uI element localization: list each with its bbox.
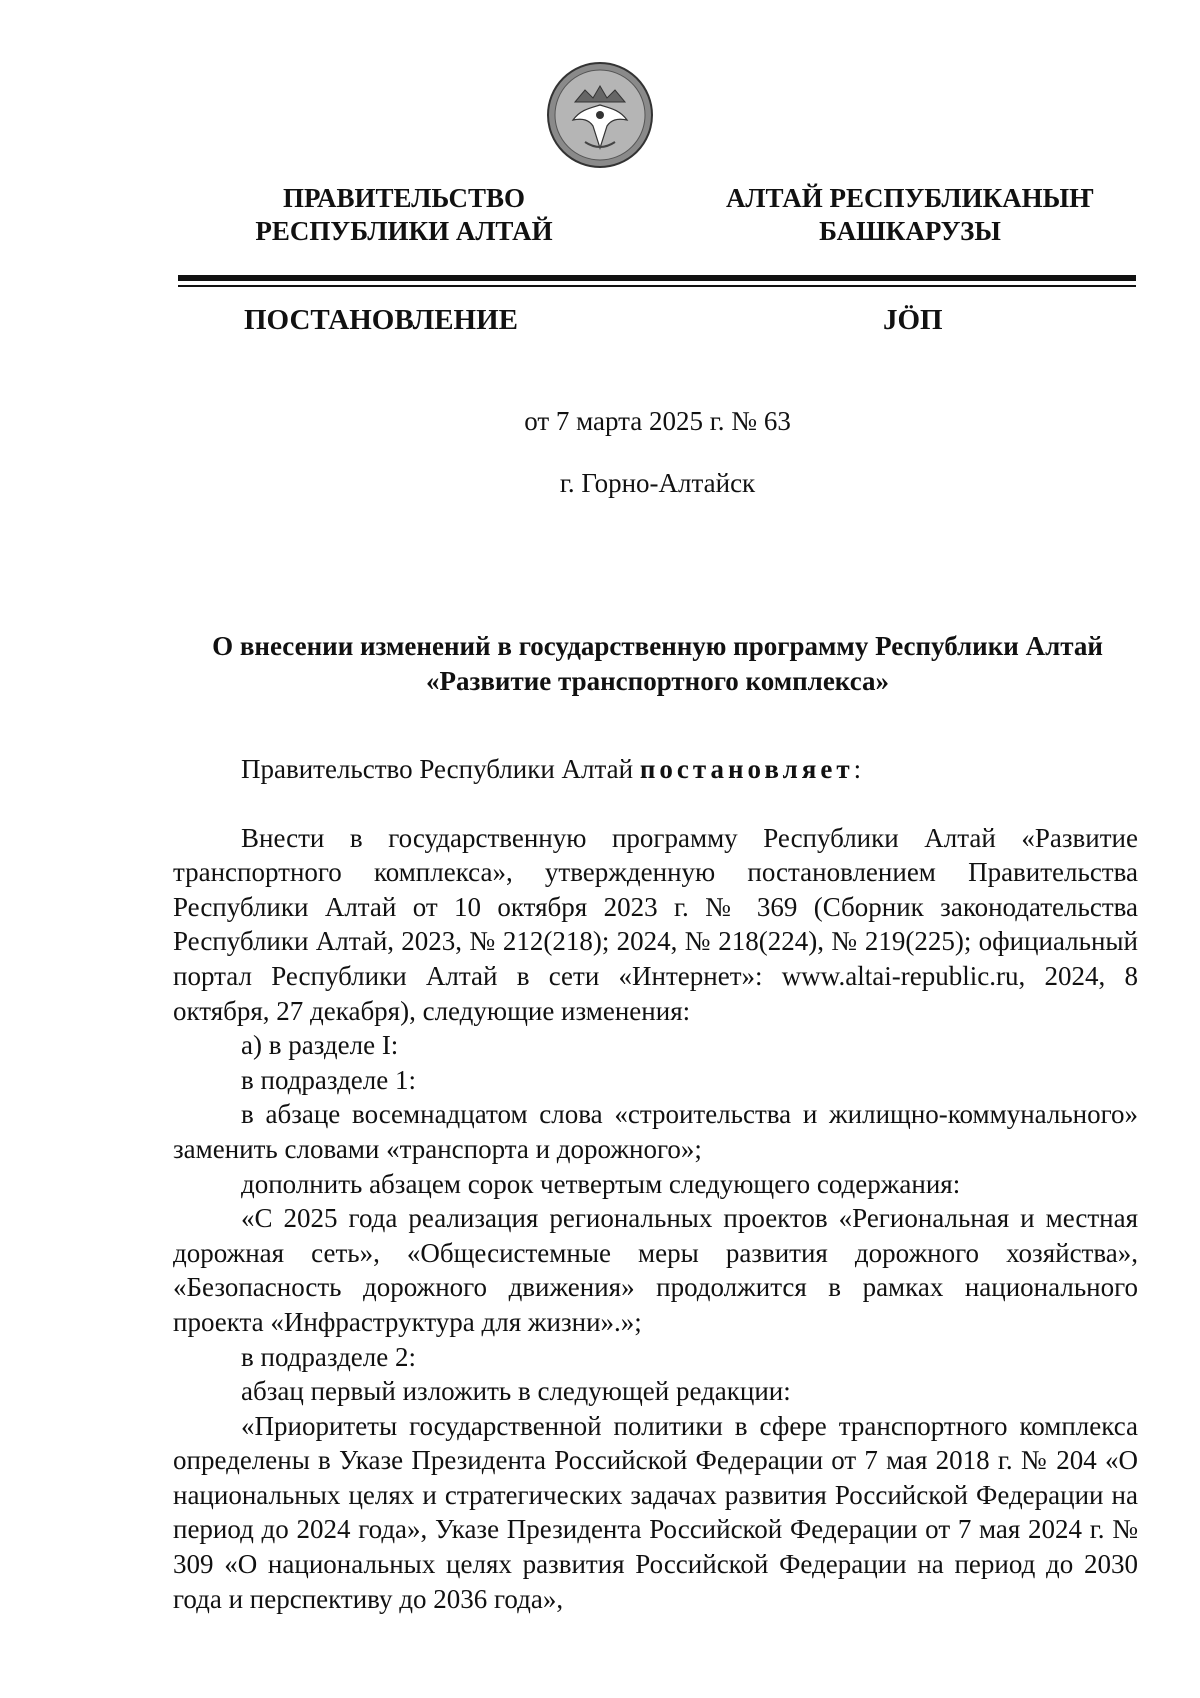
body-paragraph: а) в разделе I: — [241, 1030, 399, 1061]
body-paragraph: в подразделе 2: — [241, 1341, 416, 1372]
body-paragraph: «С 2025 года реализация региональных проектов «Региональная и местная дорожная сеть», «Общесистемные меры развития дорожного хозяйства», «Безопасность дорожного движения» продолжится в рамках национального проекта «Инфраструктура для жизни».»; — [173, 1203, 1138, 1337]
body-paragraph: в подразделе 1: — [241, 1064, 416, 1095]
document-body — [173, 752, 1138, 1616]
body-paragraph: Внести в государственную программу Республики Алтай «Развитие транспортного комплекса», утвержденную постановлением Правительства Республики Алтай от 10 октября 2023 г. № 369 (Сборник законодательства Республики Алтай, 2023, № 212(218); 2024, № 218(224), № 219(225); официальный портал Республики Алтай в сети «Интернет»: www.altai-republic.ru, 2024, 8 октября, 27 декабря), следующие изменения: — [173, 822, 1138, 1026]
header-divider-thin — [178, 285, 1136, 287]
header-divider-thick — [178, 275, 1136, 281]
document-title — [180, 629, 1135, 699]
government-name-alt — [700, 182, 1120, 248]
document-title-line1: О внесении изменений в государственную программу Республики Алтай — [212, 631, 1103, 661]
document-title-line2: «Развитие транспортного комплекса» — [425, 666, 890, 696]
government-name-ru-line2: РЕСПУБЛИКИ АЛТАЙ — [255, 216, 553, 246]
preamble-text: Правительство Республики Алтай — [241, 754, 640, 784]
preamble-emphasis: постановляет — [639, 754, 854, 784]
document-city: г. Горно-Алтайск — [559, 468, 756, 498]
preamble-suffix: : — [853, 754, 862, 784]
government-name-ru — [194, 182, 614, 248]
body-paragraph: в абзаце восемнадцатом слова «строительства и жилищно-коммунального» заменить словами «транспорта и дорожного»; — [173, 1099, 1138, 1164]
government-name-alt-line2: БАШКАРУЗЫ — [819, 216, 1001, 246]
coat-of-arms-icon — [545, 60, 655, 170]
body-paragraph: абзац первый изложить в следующей редакции: — [241, 1376, 791, 1407]
body-paragraph: «Приоритеты государственной политики в сфере транспортного комплекса определены в Указе Президента Российской Федерации от 7 мая 2018 г. № 204 «О национальных целях и стратегических задачах развития Российской Федерации на период до 2024 года», Указе Президента Российской Федерации от 7 мая 2024 г. № 309 «О национальных целях развития Российской Федерации на период до 2030 года и перспективу до 2036 года», — [173, 1410, 1138, 1614]
government-name-alt-line1: АЛТАЙ РЕСПУБЛИКАНЫҤ — [725, 183, 1095, 213]
doc-type-alt: JÖП — [883, 304, 943, 336]
doc-type-ru: ПОСТАНОВЛЕНИЕ — [244, 304, 519, 336]
document-date-number: от 7 марта 2025 г. № 63 — [524, 406, 791, 436]
government-name-ru-line1: ПРАВИТЕЛЬСТВО — [282, 183, 526, 213]
preamble — [173, 752, 1138, 787]
body-paragraph: дополнить абзацем сорок четвертым следующего содержания: — [241, 1168, 961, 1199]
